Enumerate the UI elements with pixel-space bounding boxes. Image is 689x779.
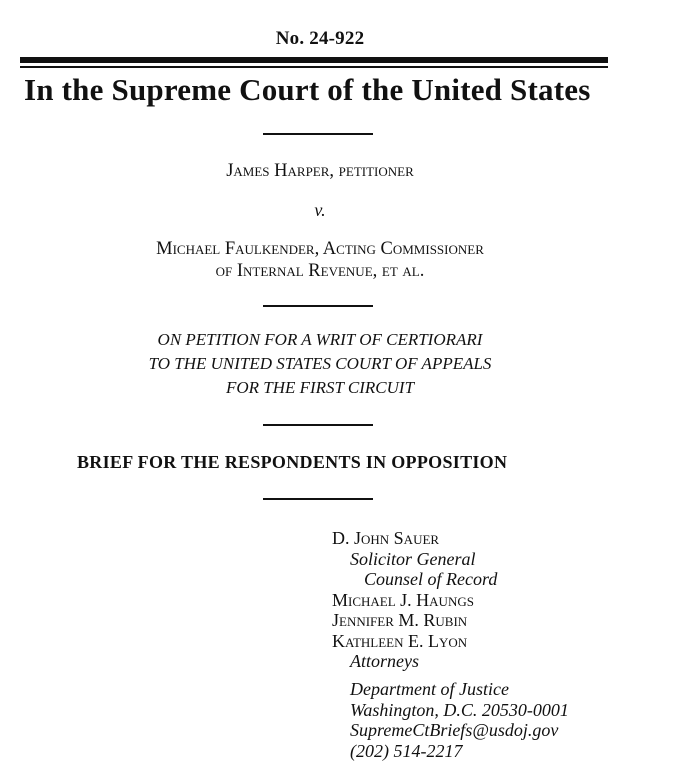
respondent-line-2: of Internal Revenue, et al. <box>215 261 425 281</box>
attorneys-label: Attorneys <box>350 651 419 671</box>
petitioner-line: James Harper, petitioner <box>226 161 414 181</box>
petition-block <box>0 328 640 400</box>
court-title: In the Supreme Court of the United States <box>24 72 591 107</box>
petition-line-2: TO THE UNITED STATES COURT OF APPEALS <box>148 354 492 373</box>
counsel-of-record: Counsel of Record <box>364 569 498 589</box>
address-email[interactable]: SupremeCtBriefs@usdoj.gov <box>350 720 559 740</box>
header-thick-rule <box>20 57 608 63</box>
attorney-name: Jennifer M. Rubin <box>332 610 468 630</box>
brief-title: BRIEF FOR THE RESPONDENTS IN OPPOSITION <box>77 452 508 472</box>
versus: v. <box>314 200 326 220</box>
counsel-lead-title: Solicitor General <box>350 548 476 569</box>
separator-rule-1 <box>263 133 373 135</box>
address-block <box>350 679 569 761</box>
header-thin-rule <box>20 66 608 68</box>
respondent-line-1: Michael Faulkender, Acting Commissioner <box>156 239 484 259</box>
separator-rule-4 <box>263 498 373 500</box>
counsel-block <box>332 528 497 672</box>
petition-line-1: ON PETITION FOR A WRIT OF CERTIORARI <box>157 330 483 349</box>
address-department: Department of Justice <box>350 679 509 699</box>
attorney-name: Michael J. Haungs <box>332 589 474 610</box>
separator-rule-3 <box>263 424 373 426</box>
address-phone: (202) 514-2217 <box>350 740 463 761</box>
counsel-lead-name: D. John Sauer <box>332 528 440 548</box>
petition-line-3: FOR THE FIRST CIRCUIT <box>225 378 415 397</box>
attorney-name: Kathleen E. Lyon <box>332 630 468 651</box>
address-city: Washington, D.C. 20530-0001 <box>350 699 569 720</box>
docket-number: No. 24-922 <box>275 28 365 49</box>
separator-rule-2 <box>263 305 373 307</box>
